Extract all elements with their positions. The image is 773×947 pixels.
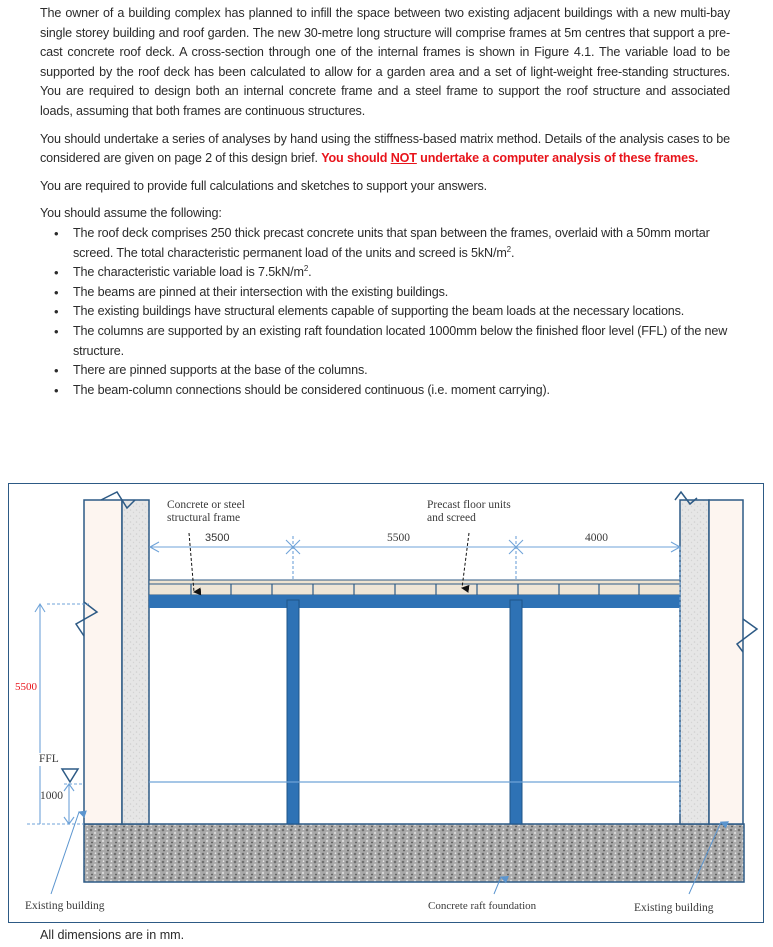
column-2 <box>510 600 522 824</box>
assumption-item: • The existing buildings have structural elements capable of supporting the beam loads at the necessary locations. <box>73 302 730 322</box>
span-1-dim: 3500 <box>205 532 230 544</box>
existing-building-left-label: Existing building <box>25 900 105 912</box>
assumption-item: • The beams are pinned at their intersection with the existing buildings. <box>73 283 730 303</box>
dimensions-note: All dimensions are in mm. <box>40 928 185 942</box>
frame-cross-section-figure <box>8 483 764 923</box>
warning-text: You should NOT undertake a computer analysis of these frames. <box>321 151 699 166</box>
raft-label: Concrete raft foundation <box>428 900 537 912</box>
height-dim: 5500 <box>15 681 37 693</box>
warning-not: NOT <box>390 151 417 166</box>
beam <box>149 595 680 608</box>
frame-diagram <box>9 484 765 924</box>
assumption-item: • The beam-column connections should be considered continuous (i.e. moment carrying). <box>73 381 730 401</box>
intro-paragraph: The owner of a building complex has planned to infill the space between two existing adjacent buildings with a new multi-bay single storey building and roof garden. The new 30-metre long structure will comprise frames at 5m centres that support a pre-cast concrete roof deck. A cross-section through one of the internal frames is shown in Figure 4.1. The variable load to be supported by the roof deck has been calculated to allow for a garden area and a set of light-weight free-standing structures. You are required to design both an internal concrete frame and a steel frame to support the roof structure and associated loads, assuming that both frames are continuous structures. <box>40 6 730 118</box>
ffl-label: FFL <box>39 753 73 766</box>
right-building <box>709 500 743 824</box>
ffl-depth-dim: 1000 <box>40 790 63 802</box>
span-2-dim: 5500 <box>387 532 410 544</box>
assumption-item: • There are pinned supports at the base of the columns. <box>73 361 730 381</box>
assumptions-list <box>40 224 730 400</box>
left-building <box>84 500 122 824</box>
assumption-item: • The roof deck comprises 250 thick precast concrete units that span between the frames, overlaid with a 50mm mortar screed. The total characteristic permanent load of the units and screed is $5kN/m^2$. <box>73 224 730 263</box>
ffl-level-icon <box>62 769 78 782</box>
analysis-paragraph <box>40 130 730 169</box>
precast-units <box>149 584 680 595</box>
assumption-item: • The characteristic variable load is $7.5kN/m^2$. <box>73 263 730 283</box>
span-3-dim: 4000 <box>585 532 608 544</box>
left-wall <box>122 500 149 824</box>
right-wall <box>680 500 709 824</box>
assumption-item: • The columns are supported by an existing raft foundation located 1000mm below the finished floor level (FFL) of the new structure. <box>73 322 730 361</box>
design-brief-text <box>40 4 730 400</box>
analysis-text: You should undertake a series of analyses by hand using the stiffness-based matrix method. Details of the analysis cases to be considered are given on page 2 of this design brief. <box>40 131 730 166</box>
assume-intro: You should assume the following: <box>40 206 222 221</box>
column-1 <box>287 600 299 824</box>
deck-label: Precast floor units and screed <box>427 499 511 524</box>
existing-building-right-label: Existing building <box>634 902 714 914</box>
calculations-paragraph: You are required to provide full calculations and sketches to support your answers. <box>40 178 488 193</box>
frame-label: Concrete or steel structural frame <box>167 499 245 524</box>
raft-foundation <box>84 824 744 882</box>
screed <box>149 580 680 584</box>
